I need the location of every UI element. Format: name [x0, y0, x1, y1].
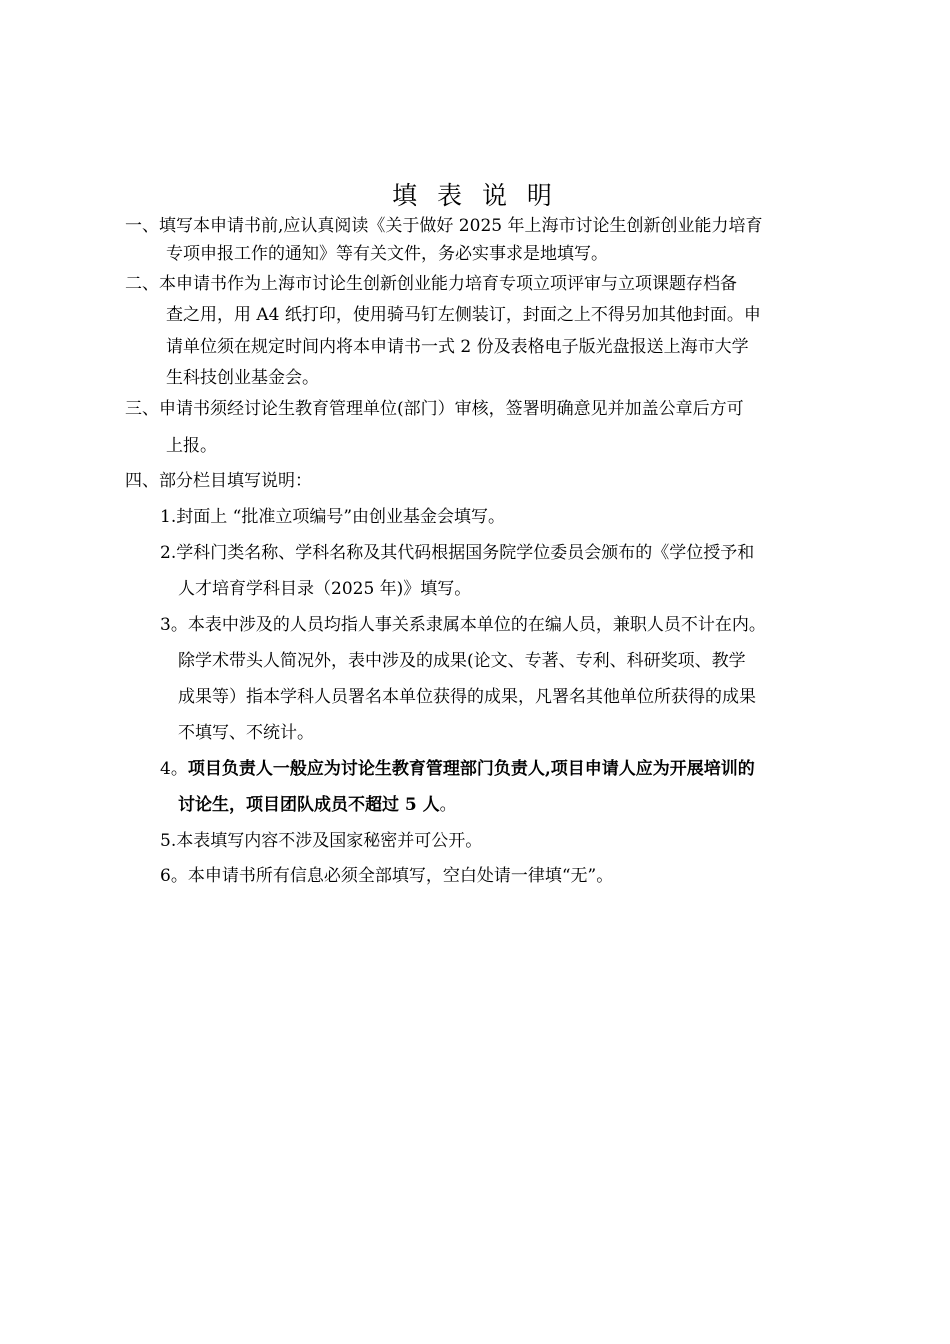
item-3-line-2: 除学术带头人简况外，表中涉及的成果(论文、专著、专利、科研奖项、教学 — [178, 651, 746, 671]
item-6: 6。本申请书所有信息必须全部填写，空白处请一律填“无”。 — [160, 866, 614, 886]
section-3-line-1: 三、申请书须经讨论生教育管理单位(部门）审核，签署明确意见并加盖公章后方可 — [125, 399, 744, 419]
section-1-line-1: 一、填写本申请书前,应认真阅读《关于做好 2025 年上海市讨论生创新创业能力培育 — [125, 216, 763, 236]
item-3-line-4: 不填写、不统计。 — [178, 723, 314, 743]
item-4-number: 4。 — [160, 759, 188, 779]
page-title: 填 表 说 明 — [392, 181, 558, 210]
section-1-line-2: 专项申报工作的通知》等有关文件，务必实事求是地填写。 — [166, 244, 608, 264]
section-2-line-1: 二、本申请书作为上海市讨论生创新创业能力培育专项立项评审与立项课题存档备 — [125, 274, 737, 294]
item-4-line-2-text: 讨论生，项目团队成员不超过 5 人 — [178, 795, 440, 815]
item-5: 5.本表填写内容不涉及国家秘密并可公开。 — [160, 831, 483, 851]
item-4-line-2 — [178, 791, 457, 819]
section-2-line-4: 生科技创业基金会。 — [166, 368, 319, 388]
item-2-line-1: 2.学科门类名称、学科名称及其代码根据国务院学位委员会颁布的《学位授予和 — [160, 543, 755, 563]
item-3-line-1: 3。本表中涉及的人员均指人事关系隶属本单位的在编人员，兼职人员不计在内。 — [160, 615, 766, 635]
item-4-line-1-text: 项目负责人一般应为讨论生教育管理部门负责人,项目申请人应为开展培训的 — [187, 759, 755, 779]
section-4-heading: 四、部分栏目填写说明： — [125, 471, 312, 491]
section-2-line-3: 请单位须在规定时间内将本申请书一式 2 份及表格电子版光盘报送上海市大学 — [166, 337, 749, 357]
item-1: 1.封面上 “批准立项编号”由创业基金会填写。 — [160, 507, 506, 527]
item-3-line-3: 成果等）指本学科人员署名本单位获得的成果，凡署名其他单位所获得的成果 — [178, 687, 756, 707]
item-4-line-2-end: 。 — [439, 795, 457, 815]
item-4-line-1 — [160, 755, 755, 783]
section-3-line-2: 上报。 — [166, 436, 217, 456]
section-2-line-2: 查之用，用 A4 纸打印，使用骑马钉左侧装订，封面之上不得另加其他封面。申 — [166, 305, 761, 325]
item-2-line-2: 人才培育学科目录（2025 年)》填写。 — [178, 579, 472, 599]
